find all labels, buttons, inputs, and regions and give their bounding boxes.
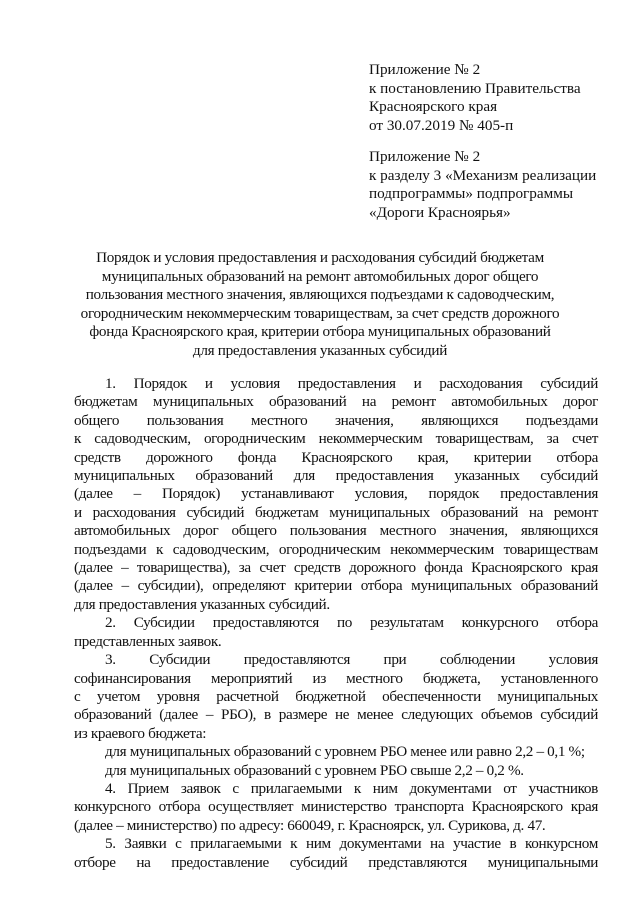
paragraph-2 (74, 614, 598, 651)
header-line: к постановлению Правительства (369, 79, 581, 97)
header-line: «Дороги Красноярья» (369, 203, 511, 221)
text-line: 3. Субсидии предоставляются при соблюдении условия (105, 651, 598, 669)
title-line: для предоставления указанных субсидий (192, 341, 448, 359)
text-line: муниципальных образований для предоставления указанных субсидий (74, 467, 598, 485)
appendix-header-subprogram-section (369, 148, 596, 222)
paragraph-4 (74, 780, 598, 835)
text-line: подъездами к садоводческим, огородническим некоммерческим товариществам (74, 540, 598, 558)
text-line: и расходования субсидий бюджетам муниципальных образований на ремонт (74, 503, 598, 521)
header-line: к разделу 3 «Механизм реализации (369, 166, 597, 184)
header-line: Красноярского края (369, 98, 498, 115)
header-line: Приложение № 2 (369, 61, 481, 78)
text-line: отборе на предоставление субсидий представляются муниципальными (74, 853, 598, 871)
paragraph-5 (74, 835, 598, 872)
text-line: 4. Прием заявок с прилагаемыми к ним документами от участников (105, 779, 598, 797)
appendix-header-government-resolution (369, 61, 581, 135)
paragraph-1 (74, 375, 598, 614)
text-line: (далее – товарищества), за счет средств дорожного фонда Красноярского края (74, 559, 598, 577)
text-line: представленных заявок. (74, 632, 222, 650)
text-line: для муниципальных образований с уровнем РБО менее или равно 2,2 – 0,1 %; (105, 743, 585, 761)
text-line: общего пользования местного значения, являющихся подъездами (74, 411, 598, 429)
text-line: бюджетам муниципальных образований на ремонт автомобильных дорог (74, 393, 598, 411)
text-line: (далее – субсидии), определяют критерии отбора муниципальных образований (74, 577, 598, 595)
text-line: автомобильных дорог общего пользования местного значения, являющихся (74, 522, 598, 540)
text-line: 5. Заявки с прилагаемыми к ним документами на участие в конкурсном (105, 835, 598, 853)
text-line: из краевого бюджета: (74, 724, 207, 742)
title-line: Порядок и условия предоставления и расходования субсидий бюджетам (96, 249, 544, 266)
text-line: средств дорожного фонда Красноярского края, критерии отбора (74, 448, 598, 466)
title-line: фонда Красноярского края, критерии отбора муниципальных образований (89, 323, 551, 341)
text-line: к садоводческим, огородническим некоммерческим товариществам, за счет (74, 430, 598, 448)
paragraph-3 (74, 651, 598, 780)
document-title (60, 249, 580, 361)
document-body (74, 375, 598, 872)
header-line: Приложение № 2 (369, 148, 481, 165)
text-line: софинансирования мероприятий из местного бюджета, установленного (74, 669, 598, 687)
text-line: (далее – министерство) по адресу: 660049, г. Красноярск, ул. Сурикова, д. 47. (74, 816, 546, 834)
title-line: огородническим некоммерческим товариществам, за счет средств дорожного (80, 304, 560, 322)
text-line: 2. Субсидии предоставляются по результатам конкурсного отбора (105, 614, 598, 632)
text-line: для муниципальных образований с уровнем РБО свыше 2,2 – 0,2 %. (105, 761, 524, 779)
header-line: подпрограммы» подпрограммы (369, 185, 574, 202)
text-line: конкурсного отбора осуществляет министерство транспорта Красноярского края (74, 798, 598, 816)
text-line: (далее – Порядок) устанавливают условия, порядок предоставления (74, 485, 598, 503)
text-line: образований (далее – РБО), в размере не менее следующих объемов субсидий (74, 706, 598, 724)
title-line: муниципальных образований на ремонт автомобильных дорог общего (101, 267, 539, 285)
text-line: для предоставления указанных субсидий. (74, 595, 330, 613)
text-line: 1. Порядок и условия предоставления и расходования субсидий (105, 375, 598, 392)
text-line: с учетом уровня расчетной бюджетной обеспеченности муниципальных (74, 687, 598, 705)
title-line: пользования местного значения, являющихся подъездами к садоводческим, (85, 286, 555, 304)
header-line: от 30.07.2019 № 405-п (369, 116, 514, 134)
